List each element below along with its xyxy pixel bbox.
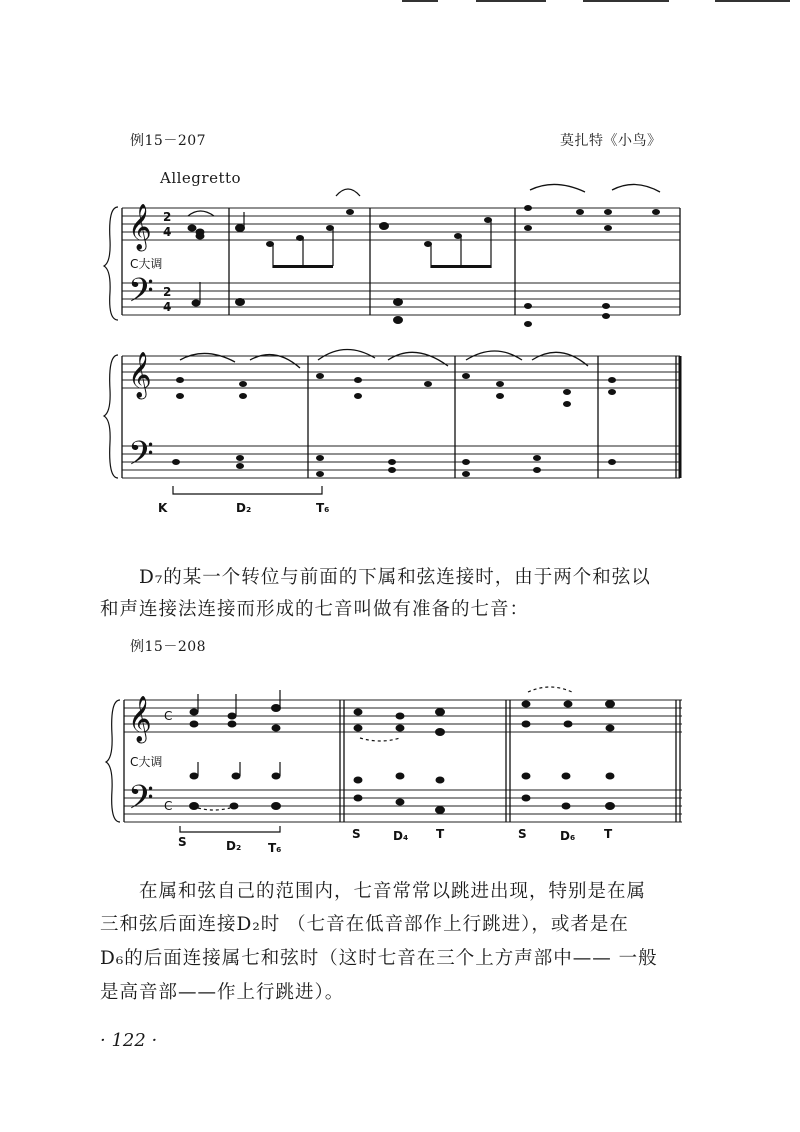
function-label: T₆ bbox=[316, 501, 330, 515]
svg-text:C: C bbox=[164, 799, 173, 813]
body-paragraph: 在属和弦自己的范围内，七音常常以跳进出现，特别是在属 bbox=[139, 881, 647, 902]
example-source: 莫扎特《小鸟》 bbox=[560, 133, 662, 149]
body-paragraph: D₇的某一个转位与前面的下属和弦连接时，由于两个和弦以 bbox=[139, 567, 651, 588]
svg-text:2: 2 bbox=[163, 210, 172, 224]
svg-text:𝄢: 𝄢 bbox=[128, 779, 154, 825]
example-number: 例15－208 bbox=[130, 639, 207, 655]
svg-text:𝄢: 𝄢 bbox=[128, 435, 154, 481]
page-number: · 122 · bbox=[100, 1030, 158, 1051]
example-number: 例15－207 bbox=[130, 133, 207, 149]
key-label: C大调 bbox=[130, 257, 163, 271]
function-label: D₂ bbox=[236, 501, 252, 515]
function-label: T bbox=[436, 827, 445, 841]
function-label: D₄ bbox=[393, 829, 409, 843]
svg-text:C: C bbox=[164, 709, 173, 723]
body-paragraph: 和声连接法连接而形成的七音叫做有准备的七音： bbox=[100, 599, 530, 620]
function-label: D₆ bbox=[560, 829, 576, 843]
svg-text:𝄞: 𝄞 bbox=[128, 696, 152, 742]
function-label: D₂ bbox=[226, 839, 242, 853]
function-label: S bbox=[178, 835, 187, 849]
function-label: S bbox=[352, 827, 361, 841]
function-label: S bbox=[518, 827, 527, 841]
key-label: C大调 bbox=[130, 755, 163, 769]
function-label: T₆ bbox=[268, 841, 282, 855]
body-paragraph: 三和弦后面连接D₂时 （七音在低音部作上行跳进），或者是在 D₆的后面连接属七和弦时（这时七音在三个上方声部中—— 一般 是高音部——作上行跳进）。 bbox=[100, 914, 658, 1003]
function-label: K bbox=[158, 501, 168, 515]
svg-text:4: 4 bbox=[163, 225, 172, 239]
svg-text:4: 4 bbox=[163, 300, 172, 314]
tempo-marking: Allegretto bbox=[160, 169, 242, 187]
svg-text:𝄢: 𝄢 bbox=[128, 272, 154, 318]
svg-text:𝄞: 𝄞 bbox=[128, 204, 152, 250]
svg-text:𝄞: 𝄞 bbox=[128, 352, 152, 398]
svg-text:2: 2 bbox=[163, 285, 172, 299]
function-label: T bbox=[604, 827, 613, 841]
